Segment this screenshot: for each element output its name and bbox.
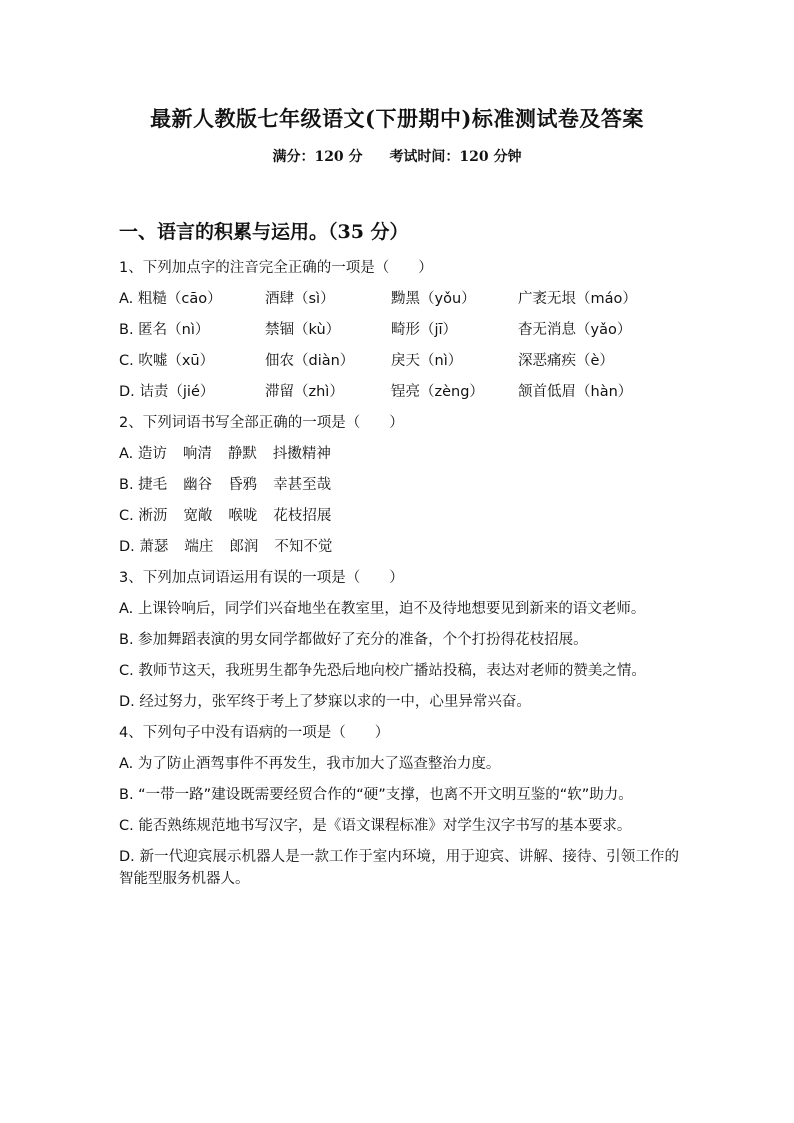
option-cell: 畸形（jī） xyxy=(391,322,458,338)
document-title: 最新人教版七年级语文(下册期中)标准测试卷及答案 xyxy=(150,106,644,131)
word: 幸甚至哉 xyxy=(273,477,332,493)
option-cell: 黝黑（yǒu） xyxy=(391,291,476,307)
question-3-option-a: A. 上课铃响后，同学们兴奋地坐在教室里，迫不及待地想要见到新来的语文老师。 xyxy=(119,601,646,617)
word: 幽谷 xyxy=(183,477,213,493)
word: 静默 xyxy=(227,446,257,462)
question-3-option-c: C. 教师节这天，我班男生都争先恐后地向校广播站投稿，表达对老师的赞美之情。 xyxy=(119,663,646,679)
question-4-option-a: A. 为了防止酒驾事件不再发生，我市加大了巡查整治力度。 xyxy=(119,756,501,772)
question-4-option-d: D. 新一代迎宾展示机器人是一款工作于室内环境，用于迎宾、讲解、接待、引领工作的智能型服务机器人。 xyxy=(119,849,679,887)
word: C. 淅沥 xyxy=(119,508,168,524)
option-cell: 深恶痛疾（è） xyxy=(518,353,614,369)
word: 宽敞 xyxy=(183,508,213,524)
question-2-stem: 2、下列词语书写全部正确的一项是（ ） xyxy=(119,415,404,431)
question-4-option-b: B. “一带一路”建设既需要经贸合作的“硬”支撑，也离不开文明互鉴的“软”助力。 xyxy=(119,787,633,803)
full-score: 满分：120 分 xyxy=(272,149,363,165)
option-cell: 滞留（zhì） xyxy=(265,384,344,400)
word: D. 萧瑟 xyxy=(119,539,169,555)
question-1-option-row xyxy=(119,288,679,319)
option-cell: D. 诘责（jié） xyxy=(119,384,215,400)
question-1-option-row xyxy=(119,381,679,412)
option-cell: 杳无消息（yǎo） xyxy=(518,322,632,338)
question-list xyxy=(119,257,679,899)
question-4-stem: 4、下列句子中没有语病的一项是（ ） xyxy=(119,725,390,741)
word: 昏鸦 xyxy=(228,477,258,493)
question-2-option xyxy=(119,443,679,474)
question-1-stem: 1、下列加点字的注音完全正确的一项是（ ） xyxy=(119,260,433,276)
option-cell: 锃亮（zèng） xyxy=(391,384,484,400)
word: 响清 xyxy=(182,446,212,462)
option-cell: 酒肆（sì） xyxy=(265,291,335,307)
question-2-option xyxy=(119,536,679,567)
section-heading: 一、语言的积累与运用。（35 分） xyxy=(119,221,409,243)
exam-time: 考试时间：120 分钟 xyxy=(389,149,522,165)
option-cell: B. 匿名（nì） xyxy=(119,322,210,338)
question-3-stem: 3、下列加点词语运用有误的一项是（ ） xyxy=(119,570,404,586)
word: 端庄 xyxy=(184,539,214,555)
question-2-option xyxy=(119,505,679,536)
word: 抖擞精神 xyxy=(272,446,331,462)
question-2-option xyxy=(119,474,679,505)
option-cell: C. 吹嘘（xū） xyxy=(119,353,215,369)
option-cell: 禁锢（kù） xyxy=(265,322,341,338)
question-1-option-row xyxy=(119,319,679,350)
option-cell: 广袤无垠（máo） xyxy=(518,291,637,307)
question-1-option-row xyxy=(119,350,679,381)
question-4-option-c: C. 能否熟练规范地书写汉字，是《语文课程标准》对学生汉字书写的基本要求。 xyxy=(119,818,632,834)
exam-info xyxy=(0,146,794,166)
word: B. 捷毛 xyxy=(119,477,168,493)
option-cell: A. 粗糙（cāo） xyxy=(119,291,222,307)
word: 不知不觉 xyxy=(274,539,333,555)
word: 喉咙 xyxy=(228,508,258,524)
question-3-option-b: B. 参加舞蹈表演的男女同学都做好了充分的准备，个个打扮得花枝招展。 xyxy=(119,632,588,648)
word: 郎润 xyxy=(229,539,259,555)
word: 花枝招展 xyxy=(273,508,332,524)
question-3-option-d: D. 经过努力，张军终于考上了梦寐以求的一中，心里异常兴奋。 xyxy=(119,694,531,710)
option-cell: 颔首低眉（hàn） xyxy=(518,384,633,400)
option-cell: 戾天（nì） xyxy=(391,353,463,369)
option-cell: 佃农（diàn） xyxy=(265,353,355,369)
word: A. 造访 xyxy=(119,446,167,462)
